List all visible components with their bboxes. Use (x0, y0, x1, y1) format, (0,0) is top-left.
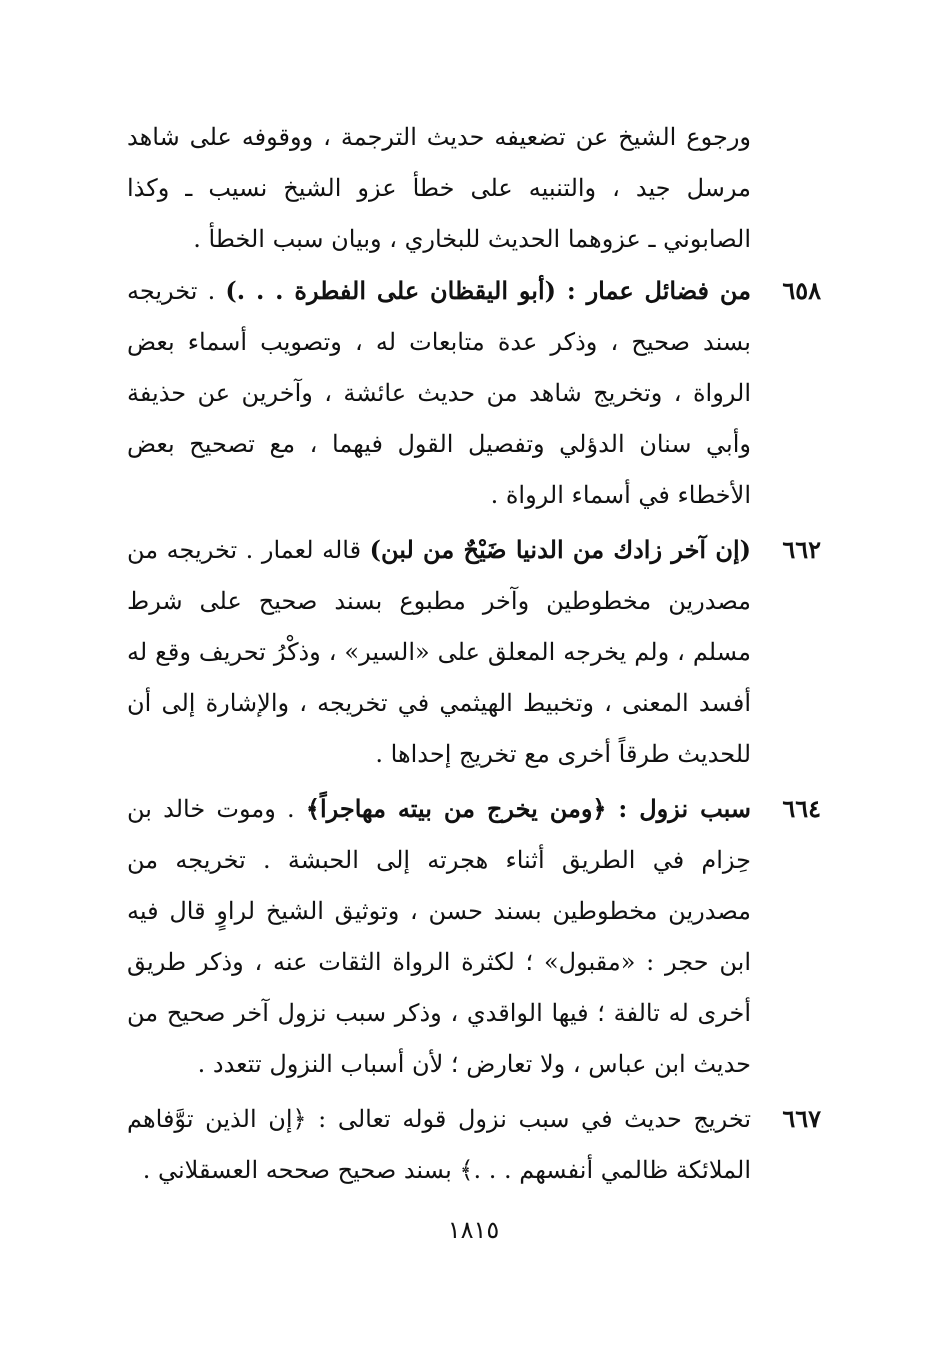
entry-text (127, 783, 751, 1090)
entry-text (127, 265, 751, 521)
entry-text (127, 524, 751, 780)
entry-body: قاله لعمار . تخريجه من مصدرين مخطوطين وآخر مطبوع بسند صحيح على شرط مسلم ، ولم يخرجه المعلق على «السير» ، وذكْرُ تحريف وقع له أفسد المعنى ، وتخبيط الهيثمي في تخريجه ، والإشارة إلى أن للحديث طرقاً أخرى مع تخريج إحداها . (127, 536, 751, 768)
entry-body: . وموت خالد بن حِزام في الطريق أثناء هجرته إلى الحبشة . تخريجه من مصدرين مخطوطين بسند حسن ، وتوثيق الشيخ لراوٍ قال فيه ابن حجر : «مقبول» ؛ لكثرة الرواة الثقات عنه ، وذكر طريق أخرى له تالفة ؛ فيها الواقدي ، وذكر سبب نزول آخر صحيح من حديث ابن عباس ، ولا تعارض ؛ لأن أسباب النزول تتعدد . (127, 795, 751, 1078)
entry-lead: سبب نزول : ﴿ومن يخرج من بيته مهاجراً﴾ (305, 794, 752, 823)
entry-body: تخريج حديث في سبب نزول قوله تعالى : ﴿إن الذين توَّفاهم الملائكة ظالمي أنفسهم . . .﴾ بسند صحيح صححه العسقلاني . (127, 1105, 751, 1184)
entry-body: . تخريجه بسند صحيح ، وذكر عدة متابعات له ، وتصويب أسماء بعض الرواة ، وتخريج شاهد من حديث عائشة ، وآخرين عن حذيفة وأبي سنان الدؤلي وتفصيل القول فيهما ، مع تصحيح بعض الأخطاء في أسماء الرواة . (127, 277, 751, 509)
entry-662 (127, 524, 821, 780)
entry-664 (127, 783, 821, 1090)
entry-number: ٦٦٤ (782, 794, 821, 823)
entry-text (127, 1093, 751, 1196)
entry-658 (127, 265, 821, 521)
page-number: ١٨١٥ (447, 1216, 500, 1244)
entry-number: ٦٦٧ (782, 1104, 821, 1133)
intro-paragraph: ورجوع الشيخ عن تضعيفه حديث الترجمة ، ووقوفه على شاهد مرسل جيد ، والتنبيه على خطأ عزو الشيخ نسيب ـ وكذا الصابوني ـ عزوهما الحديث للبخاري ، وبيان سبب الخطأ . (127, 123, 751, 253)
entry-number: ٦٦٢ (782, 535, 821, 564)
entry-lead: من فضائل عمار : (أبو اليقظان على الفطرة . . .) (225, 276, 752, 305)
entry-lead: (إن آخر زادك من الدنيا ضَيْحٌ من لبن) (369, 535, 752, 564)
entry-667 (127, 1093, 821, 1196)
entry-number: ٦٥٨ (782, 276, 821, 305)
